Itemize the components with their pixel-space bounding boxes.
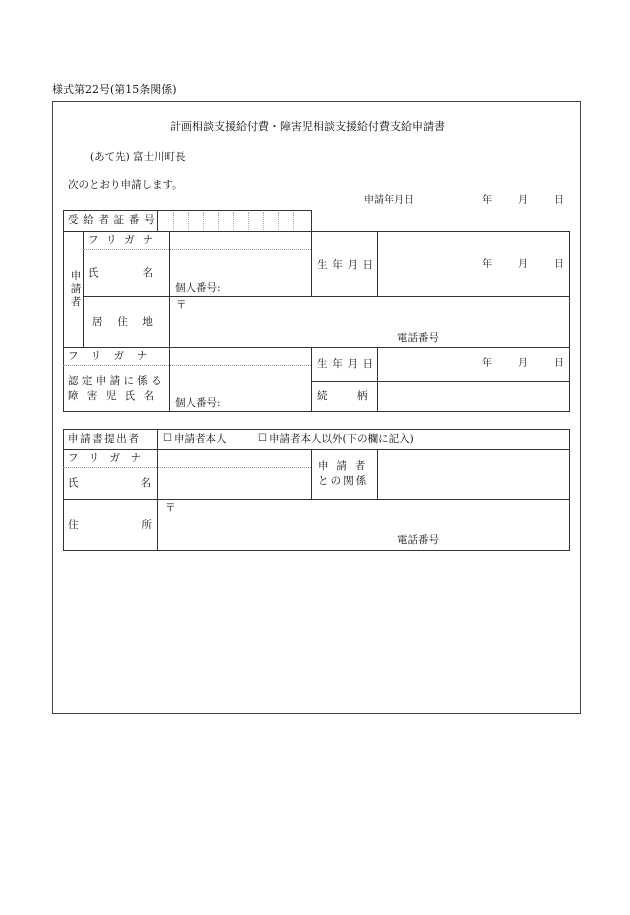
child-name-label-line2: 障害児氏名 (68, 390, 163, 402)
applicant-section-label: 申請者 (70, 270, 82, 308)
applicant-birth-year: 年 (482, 259, 492, 270)
applicant-furigana-label: フリガナ (88, 234, 161, 246)
child-mynumber-label: 個人番号: (175, 397, 221, 409)
submitter-furigana-label: フリガナ (68, 452, 152, 464)
applicant-postal-mark: 〒 (176, 299, 187, 311)
applicant-name-label: 氏名 (88, 267, 198, 279)
application-day: 日 (554, 195, 564, 206)
applicant-birthdate-label: 生年月日 (317, 259, 378, 271)
applicant-birth-day: 日 (554, 259, 564, 270)
submitter-postal-mark: 〒 (165, 502, 176, 514)
child-name-label-line1: 認定申請に係る (68, 375, 166, 387)
child-birthdate-label: 生年月日 (317, 358, 378, 370)
addressee: (あて先) 富士川町長 (90, 151, 186, 163)
child-birth-day: 日 (554, 358, 564, 369)
application-month: 月 (518, 195, 528, 206)
application-date-label: 申請年月日 (364, 195, 414, 206)
submitter-phone-label: 電話番号 (397, 534, 439, 546)
child-furigana-label: フリガナ (68, 350, 160, 362)
submitter-label: 申請書提出者 (68, 433, 141, 445)
option-other-than-applicant: 申請者本人以外(下の欄に記入) (269, 433, 414, 445)
applicant-phone-label: 電話番号 (397, 332, 439, 344)
checkbox-applicant-self[interactable]: ☐ (163, 433, 172, 444)
checkbox-other-than-applicant[interactable]: ☐ (258, 433, 267, 444)
submitter-relation-label-line1: 申請者 (318, 460, 374, 472)
option-applicant-self: 申請者本人 (174, 433, 227, 445)
application-year: 年 (482, 195, 492, 206)
form-id: 様式第22号(第15条関係) (52, 83, 177, 96)
child-birth-year: 年 (482, 358, 492, 369)
applicant-address-label: 居住地 (92, 316, 168, 328)
form-title: 計画相談支援給付費・障害児相談支援給付費支給申請書 (170, 120, 445, 133)
recipient-number-label: 受給者証番号 (68, 214, 160, 226)
intro-text: 次のとおり申請します。 (68, 179, 183, 191)
submitter-name-label: 氏名 (68, 477, 213, 489)
applicant-mynumber-label: 個人番号: (175, 282, 221, 294)
submitter-address-label: 住所 (68, 519, 215, 531)
submitter-relation-label-line2: との関係 (318, 475, 369, 487)
child-relation-label: 続柄 (317, 390, 397, 402)
form-frame (52, 101, 581, 714)
applicant-birth-month: 月 (518, 259, 528, 270)
child-birth-month: 月 (518, 358, 528, 369)
